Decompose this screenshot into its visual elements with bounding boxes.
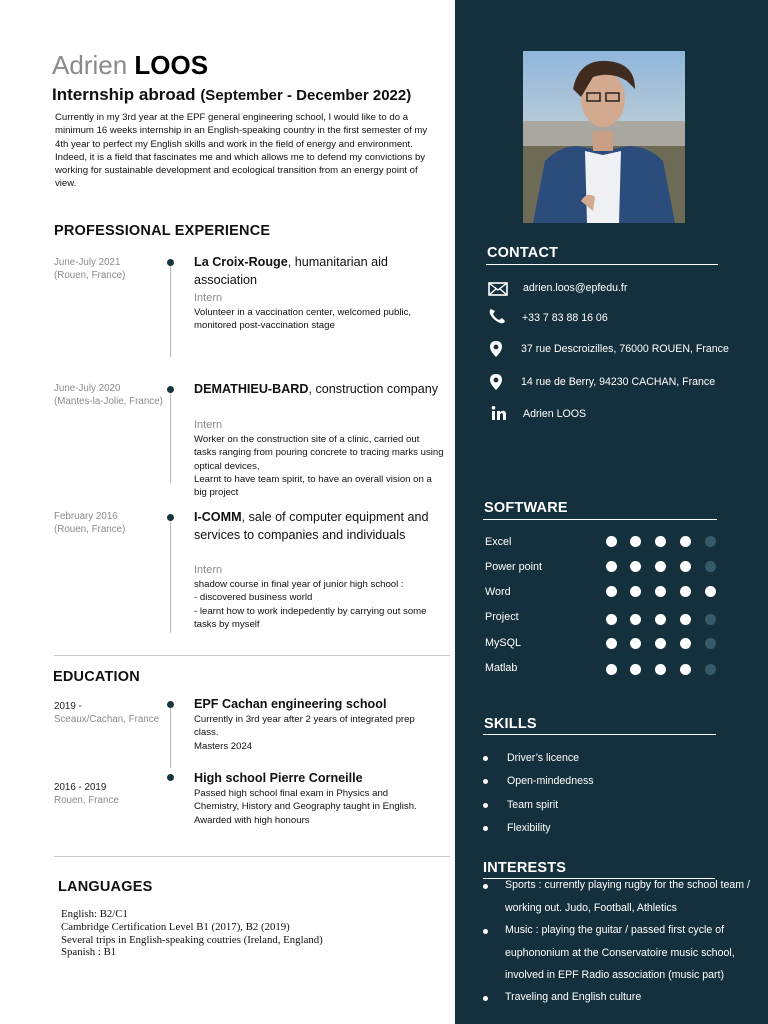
description-line: - learnt how to work indepedently by carrying out some tasks by myself	[194, 605, 427, 630]
bullet	[483, 803, 488, 808]
rating-dot	[680, 638, 691, 649]
education-period: 2016 - 2019	[54, 782, 107, 793]
company-description: , humanitarian aid association	[194, 255, 388, 287]
section-heading-experience: PROFESSIONAL EXPERIENCE	[54, 223, 271, 239]
experience-date	[54, 382, 164, 408]
rating-dot	[630, 536, 641, 547]
headline	[52, 84, 411, 107]
rating-dot	[680, 614, 691, 625]
heading-underline	[483, 734, 716, 735]
company-description: , sale of computer equipment and services to companies and individuals	[194, 510, 429, 542]
rating-dot	[705, 536, 716, 547]
company-description: , construction company	[308, 382, 438, 396]
heading-underline	[483, 519, 717, 520]
rating-dot	[655, 586, 666, 597]
experience-role: Intern	[194, 419, 223, 431]
contact-linkedin[interactable]: Adrien LOOS	[523, 408, 587, 420]
rating-dot	[606, 586, 617, 597]
company-name: La Croix-Rouge	[194, 255, 288, 269]
language-line: English: B2/C1	[61, 908, 128, 920]
software-name: Word	[485, 586, 511, 598]
experience-date	[54, 256, 164, 282]
timeline-line	[170, 263, 171, 357]
experience-location: (Rouen, France)	[54, 524, 126, 535]
description-line: Learnt to have team spirit, to have an overall vision on a big project	[194, 473, 432, 499]
first-name: Adrien	[52, 50, 128, 80]
experience-role: Intern	[194, 564, 223, 576]
contact-phone[interactable]: +33 7 83 88 16 06	[522, 312, 608, 324]
rating-dot	[606, 536, 617, 547]
school-name: High school Pierre Corneille	[194, 771, 363, 785]
rating-dot	[630, 561, 641, 572]
languages-list	[61, 908, 323, 959]
linkedin-icon	[491, 405, 513, 423]
rating-dot	[705, 561, 716, 572]
software-name: Excel	[485, 536, 512, 548]
bullet	[483, 996, 488, 1001]
last-name: LOOS	[134, 50, 209, 80]
bullet	[483, 779, 488, 784]
experience-description	[194, 306, 444, 333]
education-date	[54, 700, 164, 726]
experience-period: June-July 2020	[54, 383, 121, 394]
profile-photo	[523, 51, 685, 223]
rating-dot	[680, 561, 691, 572]
education-description	[194, 787, 434, 827]
description-line: - discovered business world	[194, 592, 313, 604]
rating-dot	[655, 561, 666, 572]
description-line: shadow course in final year of junior high school :	[194, 579, 404, 590]
timeline-dot	[167, 259, 174, 266]
phone-icon	[487, 307, 509, 325]
software-name: Power point	[485, 561, 543, 573]
experience-title	[194, 254, 444, 289]
company-name: DEMATHIEU-BARD	[194, 382, 309, 396]
bullet	[483, 884, 488, 889]
bullet	[483, 929, 488, 934]
experience-period: June-July 2021	[54, 257, 121, 268]
description-line: Awarded with high honours	[194, 814, 310, 826]
section-divider	[54, 655, 450, 656]
timeline-line	[170, 519, 171, 633]
rating-dot	[606, 614, 617, 625]
timeline-dot	[167, 701, 174, 708]
rating-dot	[630, 638, 641, 649]
experience-description	[194, 578, 444, 631]
bullet	[483, 826, 488, 831]
section-heading-education: EDUCATION	[53, 669, 140, 685]
language-line: Spanish : B1	[61, 946, 117, 959]
section-heading-software: SOFTWARE	[484, 500, 568, 516]
section-heading-contact: CONTACT	[487, 245, 559, 261]
experience-date	[54, 510, 164, 536]
timeline-line	[170, 708, 171, 768]
education-location: Rouen, France	[54, 795, 119, 806]
description-line: Masters 2024	[194, 740, 253, 752]
school-name: EPF Cachan engineering school	[194, 697, 387, 711]
rating-dot	[655, 614, 666, 625]
full-name	[52, 48, 208, 82]
section-heading-languages: LANGUAGES	[58, 879, 153, 895]
rating-dot	[680, 664, 691, 675]
rating-dot	[630, 586, 641, 597]
interest-item: Music : playing the guitar / passed first cycle of euphononium at the Conservatoire music school, involved in EPF Radio association (music part)	[505, 924, 735, 981]
skill-item: Driver’s licence	[507, 752, 580, 764]
contact-email[interactable]: adrien.loos@epfedu.fr	[523, 282, 628, 294]
timeline-dot	[167, 386, 174, 393]
experience-location: (Mantes-la-Jolie, France)	[54, 396, 163, 407]
company-name: I-COMM	[194, 510, 242, 524]
experience-period: February 2016	[54, 511, 118, 522]
rating-dot	[680, 586, 691, 597]
software-name: Project	[485, 611, 519, 623]
headline-dates: (September - December 2022)	[200, 87, 412, 104]
section-divider	[54, 856, 450, 857]
rating-dot	[655, 536, 666, 547]
description-line: Worker on the construction site of a clinic, carried out tasks ranging from pouring concrete to tracing marks using optical devices,	[194, 434, 444, 472]
rating-dot	[655, 664, 666, 675]
language-line: Several trips in English-speaking coutries (Ireland, England)	[61, 933, 323, 946]
rating-dot	[705, 638, 716, 649]
experience-title	[194, 509, 444, 544]
rating-dot	[705, 614, 716, 625]
experience-role: Intern	[194, 292, 223, 304]
skill-item: Flexibility	[507, 822, 551, 834]
contact-address: 37 rue Descroizilles, 76000 ROUEN, France	[521, 343, 729, 355]
timeline-dot	[167, 774, 174, 781]
location-icon	[489, 340, 511, 358]
bullet	[483, 756, 488, 761]
education-date	[54, 781, 164, 807]
rating-dot	[606, 638, 617, 649]
location-icon	[489, 373, 511, 391]
software-name: Matlab	[485, 662, 518, 674]
section-heading-skills: SKILLS	[484, 716, 537, 732]
experience-description	[194, 433, 444, 499]
interest-item: Traveling and English culture	[505, 991, 642, 1003]
description-line: Currently in 3rd year after 2 years of integrated prep class.	[194, 714, 415, 739]
education-location: Sceaux/Cachan, France	[54, 714, 160, 725]
description-line: Volunteer in a vaccination center, welcomed public, monitored post-vaccination stage	[194, 307, 412, 332]
skill-item: Team spirit	[507, 799, 559, 811]
section-heading-interests: INTERESTS	[483, 860, 567, 876]
language-line: Cambridge Certification Level B1 (2017), B2 (2019)	[61, 920, 290, 933]
skill-item: Open-mindedness	[507, 775, 594, 787]
rating-dot	[630, 664, 641, 675]
rating-dot	[606, 664, 617, 675]
rating-dot	[630, 614, 641, 625]
rating-dot	[680, 536, 691, 547]
education-period: 2019 -	[54, 701, 82, 712]
mail-icon	[487, 280, 509, 298]
software-name: MySQL	[485, 637, 521, 649]
timeline-line	[170, 391, 171, 483]
timeline-dot	[167, 514, 174, 521]
heading-underline	[486, 264, 718, 265]
intro-paragraph: Currently in my 3rd year at the EPF general engineering school, I would like to do a minimum 16 weeks internship in an English-speaking country in the first semester of my 4th year to perfect my English skills and work in the field of energy and environment. Indeed, it is a field that fascinates me and which allows me to defend my convictions by working for sustainable development and ecological transition from an energy point of view.	[55, 112, 428, 190]
description-line: Passed high school final exam in Physics and Chemistry, History and Geography taught in English.	[194, 788, 417, 813]
interest-item: Sports : currently playing rugby for the school team / working out. Judo, Football, Athletics	[505, 879, 750, 914]
education-description	[194, 713, 434, 753]
rating-dot	[606, 561, 617, 572]
contact-address: 14 rue de Berry, 94230 CACHAN, France	[521, 376, 716, 388]
headline-text: Internship abroad	[52, 85, 196, 104]
rating-dot	[705, 586, 716, 597]
rating-dot	[655, 638, 666, 649]
experience-title	[194, 381, 444, 399]
rating-dot	[705, 664, 716, 675]
experience-location: (Rouen, France)	[54, 270, 126, 281]
